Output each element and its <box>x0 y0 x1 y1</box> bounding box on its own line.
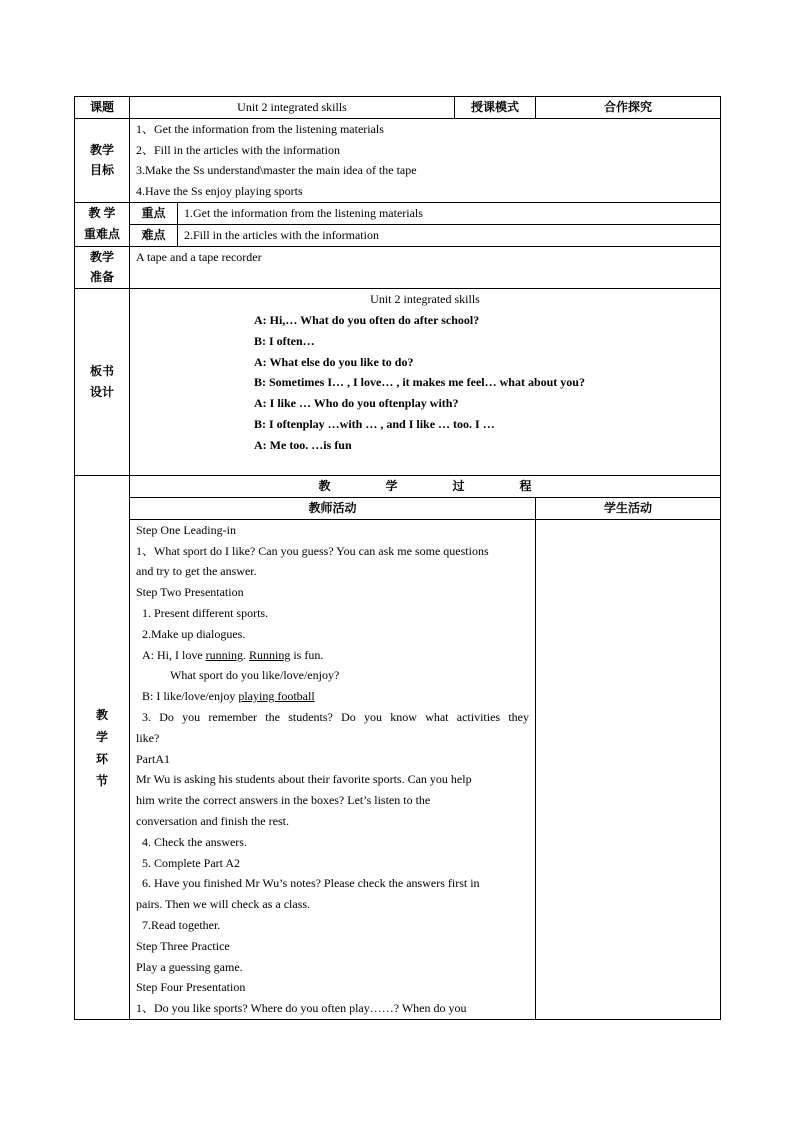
key-points-label <box>75 202 130 246</box>
activity-line: like? <box>136 730 160 745</box>
activity-line: Step Three Practice <box>136 938 230 953</box>
activity-line: pairs. Then we will check as a class. <box>136 897 311 912</box>
process-label-char: 环 <box>95 751 108 766</box>
process-label-char: 节 <box>95 773 108 788</box>
activity-line: 3. Do you remember the students? Do you know what activities they <box>142 709 529 724</box>
activity-line: conversation and finish the rest. <box>136 813 289 828</box>
board-line: A: What else do you like to do? <box>254 354 414 369</box>
board-line: B: I often… <box>254 333 315 348</box>
board-line: A: Me too. …is fun <box>254 437 352 452</box>
activity-line: 2.Make up dialogues. <box>142 626 246 641</box>
activity-line: Step Four Presentation <box>136 980 246 995</box>
activity-line: Play a guessing game. <box>136 959 243 974</box>
difficulty-row <box>75 224 721 246</box>
activity-line: Mr Wu is asking his students about their favorite sports. Can you help <box>136 772 472 787</box>
goals-label-line2: 目标 <box>89 163 114 178</box>
activity-line: Step Two Presentation <box>136 585 244 600</box>
activity-line: 1. Present different sports. <box>142 605 269 620</box>
student-activities <box>536 519 721 1019</box>
board-line: A: Hi,… What do you often do after school? <box>254 312 480 327</box>
dialogue-a-end: is fun. <box>293 647 324 662</box>
prep-row <box>75 246 721 289</box>
mode-value: 合作探究 <box>536 97 721 119</box>
topic-row <box>75 97 721 119</box>
focus-value: 1.Get the information from the listening materials <box>178 202 721 224</box>
process-columns-row <box>75 497 721 519</box>
board-label-line2: 设计 <box>89 385 114 400</box>
board-line: A: I like … Who do you oftenplay with? <box>254 396 459 411</box>
activity-line: Step One Leading-in <box>136 522 236 537</box>
process-label-char: 教 <box>95 707 108 722</box>
board-content <box>130 289 721 476</box>
process-heading: 教 学 过 程 <box>130 476 721 498</box>
board-line: B: Sometimes I… , I love… , it makes me feel… what about you? <box>254 375 585 390</box>
topic-value: Unit 2 integrated skills <box>130 97 455 119</box>
student-col-header: 学生活动 <box>536 497 721 519</box>
dialogue-a-text: A: Hi, I love <box>142 647 203 662</box>
board-row <box>75 289 721 476</box>
board-label-line1: 板书 <box>89 364 114 379</box>
prep-label <box>75 246 130 289</box>
dialogue-b-text: B: I like/love/enjoy <box>142 689 236 704</box>
key-points-label-line1: 教 学 <box>88 206 116 221</box>
dialogue-line-b <box>136 686 529 707</box>
activity-line: 4. Check the answers. <box>142 834 247 849</box>
activity-line: and try to get the answer. <box>136 564 257 579</box>
underlined-playing-football: playing football <box>238 689 315 704</box>
activity-line: 1、What sport do I like? Can you guess? You can ask me some questions <box>136 543 489 558</box>
goal-item: 2、Fill in the articles with the information <box>136 142 340 157</box>
activity-line: PartA1 <box>136 751 170 766</box>
process-heading-row <box>75 476 721 498</box>
activity-line: 6. Have you finished Mr Wu’s notes? Please check the answers first in <box>142 876 480 891</box>
focus-row <box>75 202 721 224</box>
goal-item: 1、Get the information from the listening materials <box>136 121 384 136</box>
goal-item: 4.Have the Ss enjoy playing sports <box>136 184 303 199</box>
lesson-plan-table <box>74 96 721 1020</box>
goals-list <box>130 118 721 202</box>
topic-label: 课题 <box>75 97 130 119</box>
teacher-activities <box>130 519 536 1019</box>
goals-label-line1: 教学 <box>89 142 114 157</box>
activity-line: 7.Read together. <box>142 917 221 932</box>
board-title: Unit 2 integrated skills <box>370 292 480 307</box>
key-points-label-line2: 重难点 <box>83 227 120 242</box>
difficulty-value: 2.Fill in the articles with the information <box>178 224 721 246</box>
dialogue-line-a <box>136 645 529 666</box>
difficulty-label: 难点 <box>130 224 178 246</box>
board-line: B: I oftenplay …with … , and I like … too. I … <box>254 416 495 431</box>
activity-line: him write the correct answers in the boxes? Let’s listen to the <box>136 793 431 808</box>
process-label <box>75 476 130 1020</box>
activity-line: What sport do you like/love/enjoy? <box>170 668 340 683</box>
mode-label: 授课模式 <box>455 97 536 119</box>
prep-label-line1: 教学 <box>89 249 114 264</box>
teacher-col-header: 教师活动 <box>130 497 536 519</box>
focus-label: 重点 <box>130 202 178 224</box>
activity-line: 1、Do you like sports? Where do you often play……? When do you <box>136 1001 467 1016</box>
process-content-row <box>75 519 721 1019</box>
prep-value: A tape and a tape recorder <box>130 246 721 289</box>
goals-label <box>75 118 130 202</box>
underlined-running-2: Running <box>249 647 291 662</box>
goals-row <box>75 118 721 202</box>
underlined-running: running <box>205 647 243 662</box>
board-label <box>75 289 130 476</box>
activity-line: 5. Complete Part A2 <box>142 855 240 870</box>
process-label-char: 学 <box>95 729 108 744</box>
prep-label-line2: 准备 <box>89 270 114 285</box>
dialogue-a-period: . <box>243 647 246 662</box>
goal-item: 3.Make the Ss understand\master the main idea of the tape <box>136 163 417 178</box>
